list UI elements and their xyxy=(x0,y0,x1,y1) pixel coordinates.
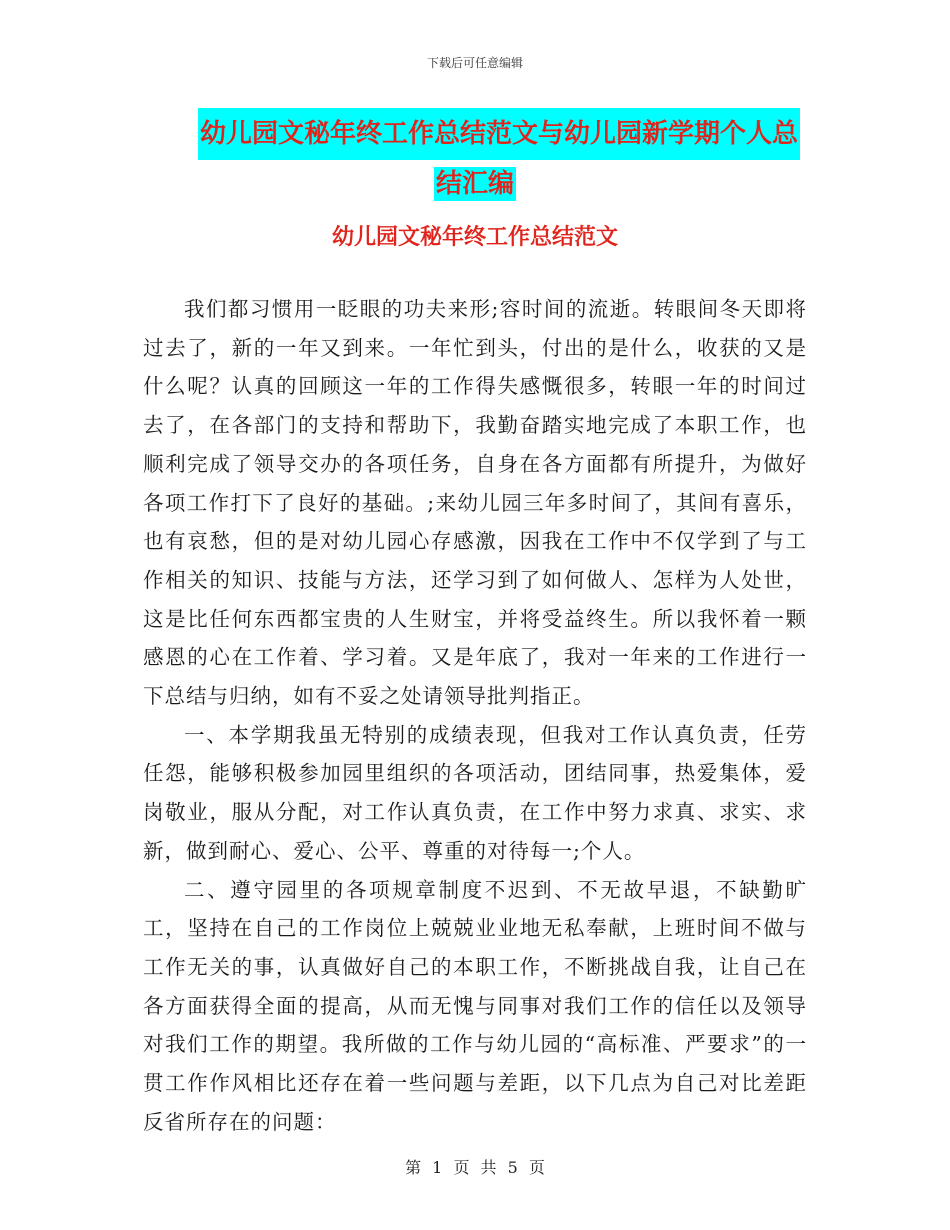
paragraph: 一、本学期我虽无特别的成绩表现，但我对工作认真负责，任劳任怨，能够积极参加园里组织的各项活动，团结同事，热爱集体，爱岗敬业，服从分配，对工作认真负责，在工作中努力求真、求实、求新，做到耐心、爱心、公平、尊重的对待每一;个人。 xyxy=(143,722,807,863)
document-body xyxy=(143,290,807,1141)
document-title xyxy=(0,108,950,208)
page-number: 第 1 页 共 5 页 xyxy=(405,1158,545,1177)
section-title: 幼儿园文秘年终工作总结范文 xyxy=(331,225,618,250)
paragraph: 二、遵守园里的各项规章制度不迟到、不无故早退，不缺勤旷工，坚持在自己的工作岗位上兢兢业业地无私奉献，上班时间不做与工作无关的事，认真做好自己的本职工作，不断挑战自我，让自己在各方面获得全面的提高，从而无愧与同事对我们工作的信任以及领导对我们工作的期望。我所做的工作与幼儿园的“高标准、严要求”的一贯工作作风相比还存在着一些问题与差距，以下几点为自己对比差距反省所存在的问题： xyxy=(143,877,807,1134)
paragraph: 我们都习惯用一眨眼的功夫来形;容时间的流逝。转眼间冬天即将过去了，新的一年又到来。一年忙到头，付出的是什么，收获的又是什么呢？认真的回顾这一年的工作得失感慨很多，转眼一年的时间过去了，在各部门的支持和帮助下，我勤奋踏实地完成了本职工作，也顺利完成了领导交办的各项任务，自身在各方面都有所提升，为做好各项工作打下了良好的基础。;来幼儿园三年多时间了，其间有喜乐，也有哀愁，但的是对幼儿园心存感激，因我在工作中不仅学到了与工作相关的知识、技能与方法，还学习到了如何做人、怎样为人处世，这是比任何东西都宝贵的人生财宝，并将受益终生。所以我怀着一颗感恩的心在工作着、学习着。又是年底了，我对一年来的工作进行一下总结与归纳，如有不妥之处请领导批判指正。 xyxy=(143,297,807,709)
document-title-line1: 幼儿园文秘年终工作总结范文与幼儿园新学期个人总 xyxy=(198,108,800,160)
page-header-note: 下载后可任意编辑 xyxy=(426,56,523,70)
document-title-line2: 结汇编 xyxy=(435,169,514,199)
